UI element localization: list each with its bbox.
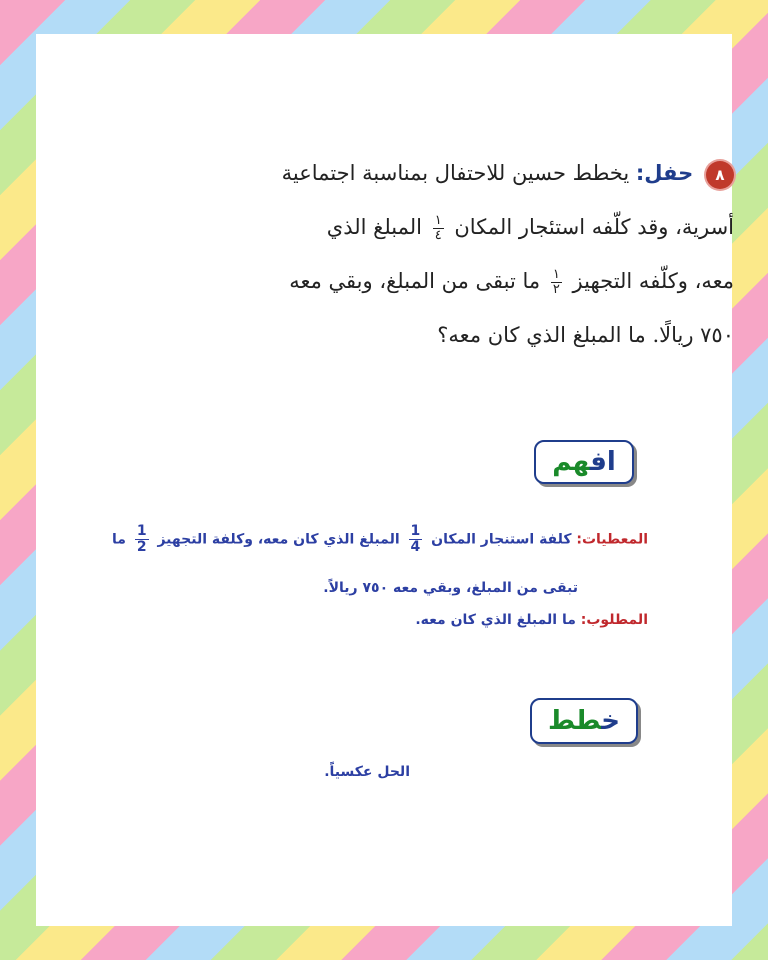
fraction-denominator: 4 [410, 539, 421, 555]
problem-line-2-end: المبلغ الذي [326, 215, 423, 239]
plan-text: الحل عكسياً. [324, 764, 410, 780]
givens-part-3: ما [112, 531, 126, 548]
understand-tag [534, 440, 634, 484]
givens-line-2: تبقى من المبلغ، وبقي معه ٧٥٠ ريالاً. [323, 580, 578, 596]
plan-tag-first: خ [601, 706, 620, 736]
problem-line-4 [234, 308, 734, 362]
plan-tag [530, 698, 638, 744]
problem-line-3 [234, 254, 734, 308]
problem-line-2 [234, 200, 734, 254]
fraction-numerator: ١ [434, 213, 442, 228]
problem-line-3-start: معه، وكلّفه التجهيز [572, 269, 734, 293]
required-text: ما المبلغ الذي كان معه. [415, 612, 576, 628]
problem-keyword: حفل: [635, 161, 694, 185]
fraction-numerator: 1 [410, 523, 421, 539]
understand-tag-rest: هم [552, 447, 590, 477]
required-line [415, 612, 648, 628]
fraction-numerator: 1 [136, 523, 147, 539]
problem-line-4-text: ٧٥٠ ريالًا. ما المبلغ الذي كان معه؟ [437, 323, 734, 347]
understand-tag-first: اف [589, 447, 616, 477]
givens-fraction-quarter [409, 524, 423, 555]
problem-line-1-text: يخطط حسين للاحتفال بمناسبة اجتماعية [281, 161, 630, 185]
problem-line-1 [234, 146, 734, 200]
givens-line-1 [112, 524, 648, 555]
fraction-numerator: ١ [552, 267, 560, 282]
givens-part-1: كلفة استنجار المكان [431, 531, 572, 548]
required-label: المطلوب: [580, 612, 648, 628]
fraction-half [551, 268, 562, 297]
givens-label: المعطيات: [576, 531, 648, 548]
problem-number-badge: ٨ [706, 161, 734, 189]
fraction-denominator: ٢ [552, 282, 560, 297]
fraction-denominator: 2 [136, 539, 147, 555]
fraction-quarter [433, 214, 444, 243]
givens-part-2: المبلغ الذي كان معه، وكلفة التجهيز [157, 531, 400, 548]
problem-line-2-start: أسرية، وقد كلّفه استئجار المكان [454, 215, 734, 239]
problem-line-3-end: ما تبقى من المبلغ، وبقي معه [289, 269, 541, 293]
givens-fraction-half [135, 524, 149, 555]
problem-statement [234, 146, 734, 362]
fraction-denominator: ٤ [434, 228, 442, 243]
plan-tag-rest: طط [548, 706, 602, 736]
